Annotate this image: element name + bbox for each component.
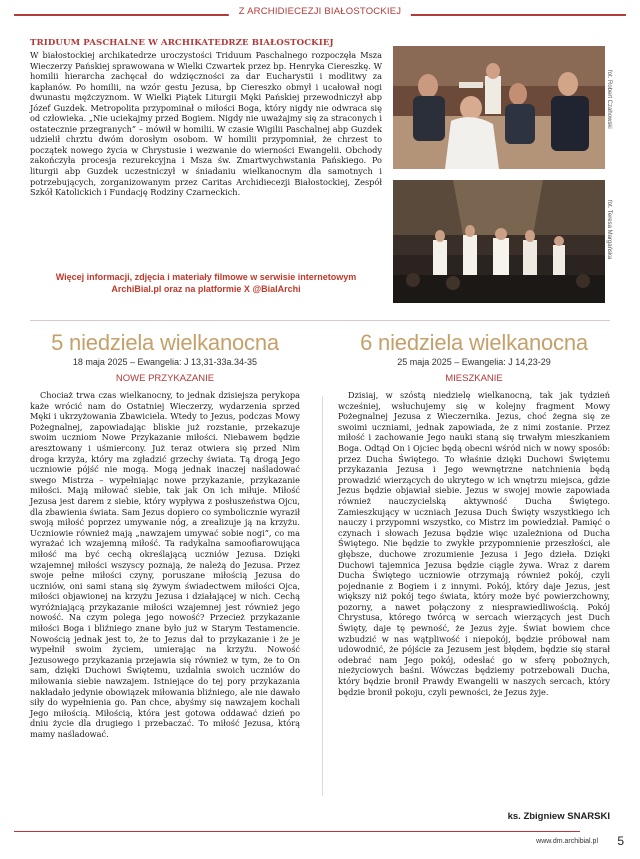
sunday6-title: 6 niedziela wielkanocna (360, 330, 588, 355)
article-title: TRIDUUM PASCHALNE W ARCHIKATEDRZE BIAŁOSTOCKIEJ (30, 38, 334, 48)
more-info-note: Więcej informacji, zdjęcia i materiały filmowe w serwisie internetowym ArchiBial.pl oraz na platformie X @BialArchi (55, 272, 357, 294)
sunday5-heading: NOWE PRZYKAZANIE (115, 373, 215, 384)
easter-vigil-image (393, 180, 605, 303)
sunday6-heading: MIESZKANIE (445, 373, 503, 384)
photo-credit-bottom: fot. Teresa Margańska (606, 200, 612, 260)
triduum-article (30, 38, 382, 198)
footer-url: www.dm.archibial.pl (536, 838, 598, 845)
photo-easter-vigil (393, 180, 605, 303)
section-divider (30, 320, 610, 321)
sunday5-body: Chociaż trwa czas wielkanocny, to jednak dzisiejsza perykopa każe wrócić nam do Ostatniej Wieczerzy, wydarzenia sprzed Męki i ukrzyżowania Zbawiciela. Wtedy to Jezus, podczas Mowy Pożegnalnej, zapowiadając bliskie już rozstanie, przekazuje swoim uczniom Nowe Przykazanie miłości. Niebawem będzie aresztowany i uśmiercony. Już teraz otwiera się przed Nim droga krzyża, który ma zgładzić grzechy świata. Tą drogą Jego uczniowie pójść nie mogą. Mogą jednak inaczej naśladować swego Mistrza – wypełniając nowe przykazanie, przykazanie miłości. Mają miłować siebie, tak jak On ich miłuje. Miłość Jezusa jest darem z siebie, który wypływa z posłuszeństwa Ojcu, dla zbawienia świata. Sam Jezus dopiero co symbolicznie wyraził swoją miłość poprzez umywanie nóg, a zrealizuje ją na krzyżu. Uczniowie również mają „nawzajem umywać sobie nogi”, co ma wyrażać ich wzajemną miłość. Ta radykalna samoofiarowująca miłość ma być cechą określającą uczniów Jezusa. Dzięki wzajemnej miłości wszyscy poznają, że należą do Jezusa. Przez swoje pełne miłości czyny, poruszane miłością Jezusa do uczniów, oni sami staną się żywym świadectwem miłości Ojca, miłości objawionej na krzyżu Jezusa i działającej w nich. Cechą wyróżniającą przykazanie miłości wzajemnej jest również jego nowość. Na czym polega jego nowość? Przecież przykazanie miłości Boga i bliźniego znane było już w Starym Testamencie. Nowością jednak jest to, że to Jezus dał to przykazanie i że je wypełnił swoim życiem, umierając na krzyżu. Nowość Jezusowego przykazania przejawia się również w tym, że to On sam, dzięki Duchowi Świętemu, uzdalnia swoich uczniów do miłowania siebie nawzajem. Istniejące do tej pory przykazania nakładało jedynie obowiązek miłowania bliźniego, ale nie dawało siły do wypełnienia go. Pan chce, abyśmy się nawzajem kochali Jego miłością. Miłością, która jest gotowa oddawać dzień po dniu życie dla drugiego i przebaczać. To miłość Jezusa, którą mamy naśladować. (30, 390, 300, 739)
sunday5-date: 18 maja 2025 – Ewangelia: J 13,31-33a.34-35 (72, 357, 258, 367)
footer-rule (14, 831, 580, 832)
sunday5-column (30, 330, 300, 740)
sunday6-body: Dzisiaj, w szóstą niedzielę wielkanocną, tak jak tydzień wcześniej, wsłuchujemy się w kolejny fragment Mowy Pożegnalnej Jezusa z Wieczernika. Jezus, choć żegna się ze swoimi uczniami, jednak zapowiada, że z nimi zostanie. Przez miłość i zachowanie Jego nauki staną się trwałym mieszkaniem Boga. Odtąd On i Ojciec będą obecni wśród nich w nowy sposób: przez Ducha Świętego. To właśnie dzięki Duchowi Świętemu przykazania Jezusa i Jego wewnętrzne natchnienia będą prowadzić wierzących do ukrytego w ich wnętrzu miejsca, gdzie Jezus będzie objawiał siebie. Jezus w swojej mowie zapowiada również nauczycielską aktywność Ducha Świętego. Zamieszkujący w uczniach Jezusa Duch Święty wszystkiego ich nauczy i przypomni wszystko, co Mistrz im powiedział. Pamięć o czynach i słowach Jezusa będzie więc uzależniona od Ducha Świętego. Nie będzie to zwykłe przypomnienie przeszłości, ale głębsze, duchowe zrozumienie Jezusa i Jego dzieła. Dzięki Duchowi tajemnica Jezusa będzie ciągle żywa. Wraz z darem Ducha Świętego uczniowie otrzymają również pokój, czyli pojednanie z Bogiem i z innymi. Pokój, który daje Jezus, jest większy niż pokój tego świata, który może być powierzchowny, pozorny, a nawet połączony z niesprawiedliwością. Pokój Chrystusa, którego twórcą w sercach wierzących jest Duch Święty, daje tę pewność, że Jezus żyje. Świat bowiem chce wzbudzić w nas wątpliwość i niepokój, będzie próbował nam udowodnić, że pójście za Jezusem jest błędem, będzie się starał odebrać nam Jego pokój, odesłać go w sferę pobożnych, nieżyciowych baśni. Wówczas będziemy potrzebowali Ducha, który będzie bronił Prawdy Ewangelii w naszych sercach, który będzie bronił pokoju, czyli pewności, że Jezus żyje. (338, 390, 610, 697)
column-divider (322, 396, 323, 796)
sunday6-date: 25 maja 2025 – Ewangelia: J 14,23-29 (397, 357, 551, 367)
sunday5-title: 5 niedziela wielkanocna (51, 330, 279, 355)
page-number: 5 (617, 834, 624, 848)
foot-washing-image (393, 46, 605, 169)
sunday6-column (338, 330, 610, 697)
section-header: Z ARCHIDIECEZJI BIAŁOSTOCKIEJ (229, 6, 411, 17)
photo-foot-washing (393, 46, 605, 169)
article-body: W białostockiej archikatedrze uroczystości Triduum Paschalnego rozpoczęła Msza Wieczerzy Pańskiej sprawowana w Wielki Czwartek przez bp. Henryka Ciereszkę. W homilii hierarcha zachęcał do wdzięczności za dar Eucharystii i modlitwy za kapłanów. Po homilii, na wzór gestu Jezusa, bp Ciereszko obmył i ucałował nogi dwunastu mężczyznom. W Wielki Piątek Liturgii Męki Pańskiej przewodniczył abp Józef Guzdek. Metropolita przypominał o miłości Boga, który nigdy nie odwraca się od człowieka. „Nie uciekajmy przed Bogiem. Nigdy nie uważajmy się za straconych i ostatecznie przegranych” – mówił w homilii. W czasie Wigilii Paschalnej abp Guzdek udzielił chrztu dwóm dorosłym osobom. W homilii przypomniał, że chrzest to początek nowego życia w Chrystusie i wezwanie do wierności Ewangelii. Obchody zakończyła procesja rezurekcyjna i Msza św. Zmartwychwstania Pańskiego. Po liturgii abp Guzdek uczestniczył w śniadaniu wielkanocnym dla samotnych i potrzebujących, zorganizowanym przez Caritas Archidiecezji Białostockiej, Zespół Szkół Katolickich i Fundację Rodziny Czarneckich. (30, 50, 382, 198)
author-signature: ks. Zbigniew SNARSKI (507, 811, 610, 822)
photo-credit-top: fot. Robert Czahowski (606, 70, 612, 129)
